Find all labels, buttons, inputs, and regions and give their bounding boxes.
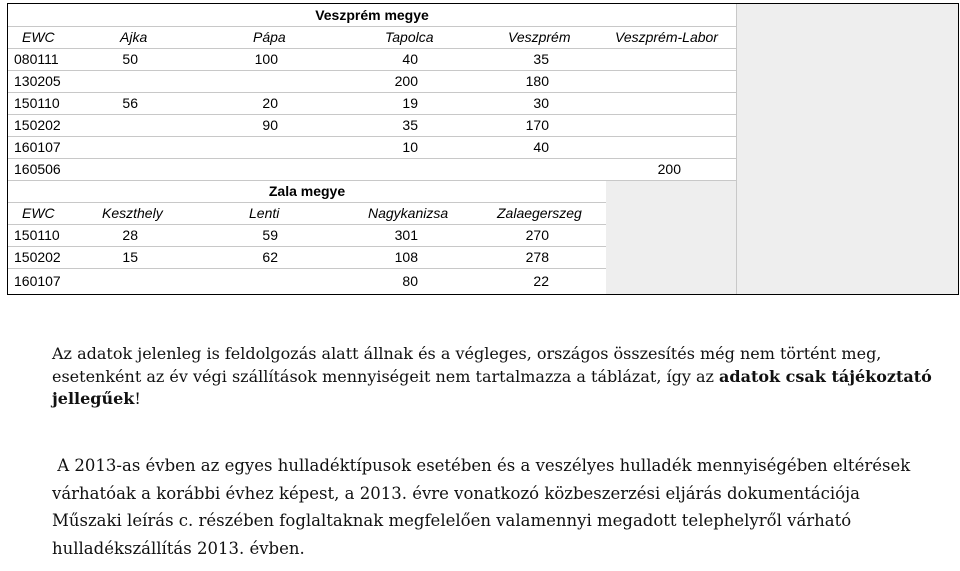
cell-nagykanizsa: 301 [394,227,418,243]
cell-zalaegerszeg: 270 [525,227,549,243]
cell-nagykanizsa: 108 [394,249,418,265]
forecast-paragraph [52,452,932,562]
cell-ewc: 160107 [14,139,61,155]
cell-veszprem: 180 [525,73,549,89]
header-papa: Pápa [253,29,286,45]
disclaimer-emphasis: adatok csak tájékoztató jellegűek [52,366,932,408]
table-row [8,48,736,70]
disclaimer-end: ! [134,389,141,408]
cell-ewc: 160506 [14,161,61,177]
cell-tapolca: 40 [402,51,418,67]
cell-ewc: 080111 [14,51,59,67]
waste-data-table [7,3,959,295]
table-row [8,270,736,292]
cell-ajka: 56 [122,95,138,111]
header-nagykanizsa: Nagykanizsa [368,205,449,221]
table-row [8,92,736,114]
cell-tapolca: 200 [394,73,418,89]
cell-papa: 90 [262,117,278,133]
grey-empty-area [736,4,958,294]
cell-papa: 20 [262,95,278,111]
table-row [8,158,736,180]
table-divider [736,4,737,294]
cell-keszthely: 28 [122,227,138,243]
cell-nagykanizsa: 80 [402,273,418,289]
cell-tapolca: 19 [402,95,418,111]
cell-ewc: 150202 [14,249,61,265]
header-ajka: Ajka [120,29,148,45]
header-zalaegerszeg: Zalaegerszeg [497,205,582,221]
zala-title: Zala megye [268,183,346,199]
cell-ewc: 150202 [14,117,61,133]
veszprem-header-row [8,26,736,48]
cell-veszprem: 30 [533,95,549,111]
header-veszprem: Veszprém [508,29,571,45]
cell-papa: 100 [254,51,278,67]
table-row [8,136,736,158]
cell-ajka: 50 [122,51,138,67]
table-row [8,70,736,92]
cell-lenti: 62 [262,249,278,265]
cell-zalaegerszeg: 22 [533,273,549,289]
cell-ewc: 160107 [14,273,61,289]
cell-veszprem: 170 [525,117,549,133]
cell-veszprem-labor: 200 [657,161,681,177]
cell-tapolca: 10 [402,139,418,155]
row-divider [8,268,606,269]
header-veszprem-labor: Veszprém-Labor [615,29,718,45]
header-lenti: Lenti [249,205,280,221]
header-tapolca: Tapolca [385,29,434,45]
header-ewc: EWC [22,29,55,45]
header-ewc: EWC [22,205,55,221]
cell-ewc: 150110 [14,95,60,111]
cell-veszprem: 35 [533,51,549,67]
cell-ewc: 150110 [14,227,60,243]
cell-ewc: 130205 [14,73,61,89]
disclaimer-paragraph [52,343,932,411]
table-row [8,246,736,268]
table-row [8,114,736,136]
disclaimer-text: Az adatok jelenleg is feldolgozás alatt állnak és a végleges, országos összesítés még nem történt meg, esetenként az év végi szállítások mennyiségeit nem tartalmazza a táblázat, így az [52,344,882,386]
cell-keszthely: 15 [122,249,138,265]
veszprem-title: Veszprém megye [315,7,429,23]
forecast-text: A 2013-as évben az egyes hulladéktípusok esetében és a veszélyes hulladék mennyiségében eltérések várhatóak a korábbi évhez képest, a 2013. évre vonatkozó közbeszerzési eljárás dokumentációja Műszaki leírás c. részében foglaltaknak megfelelően valamennyi megadott telephelyről várható hulladékszállítás 2013. évben. [52,456,911,558]
table-row [8,224,736,246]
header-keszthely: Keszthely [102,205,163,221]
cell-zalaegerszeg: 278 [525,249,549,265]
cell-veszprem: 40 [533,139,549,155]
cell-lenti: 59 [262,227,278,243]
zala-header-row [8,202,736,224]
cell-tapolca: 35 [402,117,418,133]
